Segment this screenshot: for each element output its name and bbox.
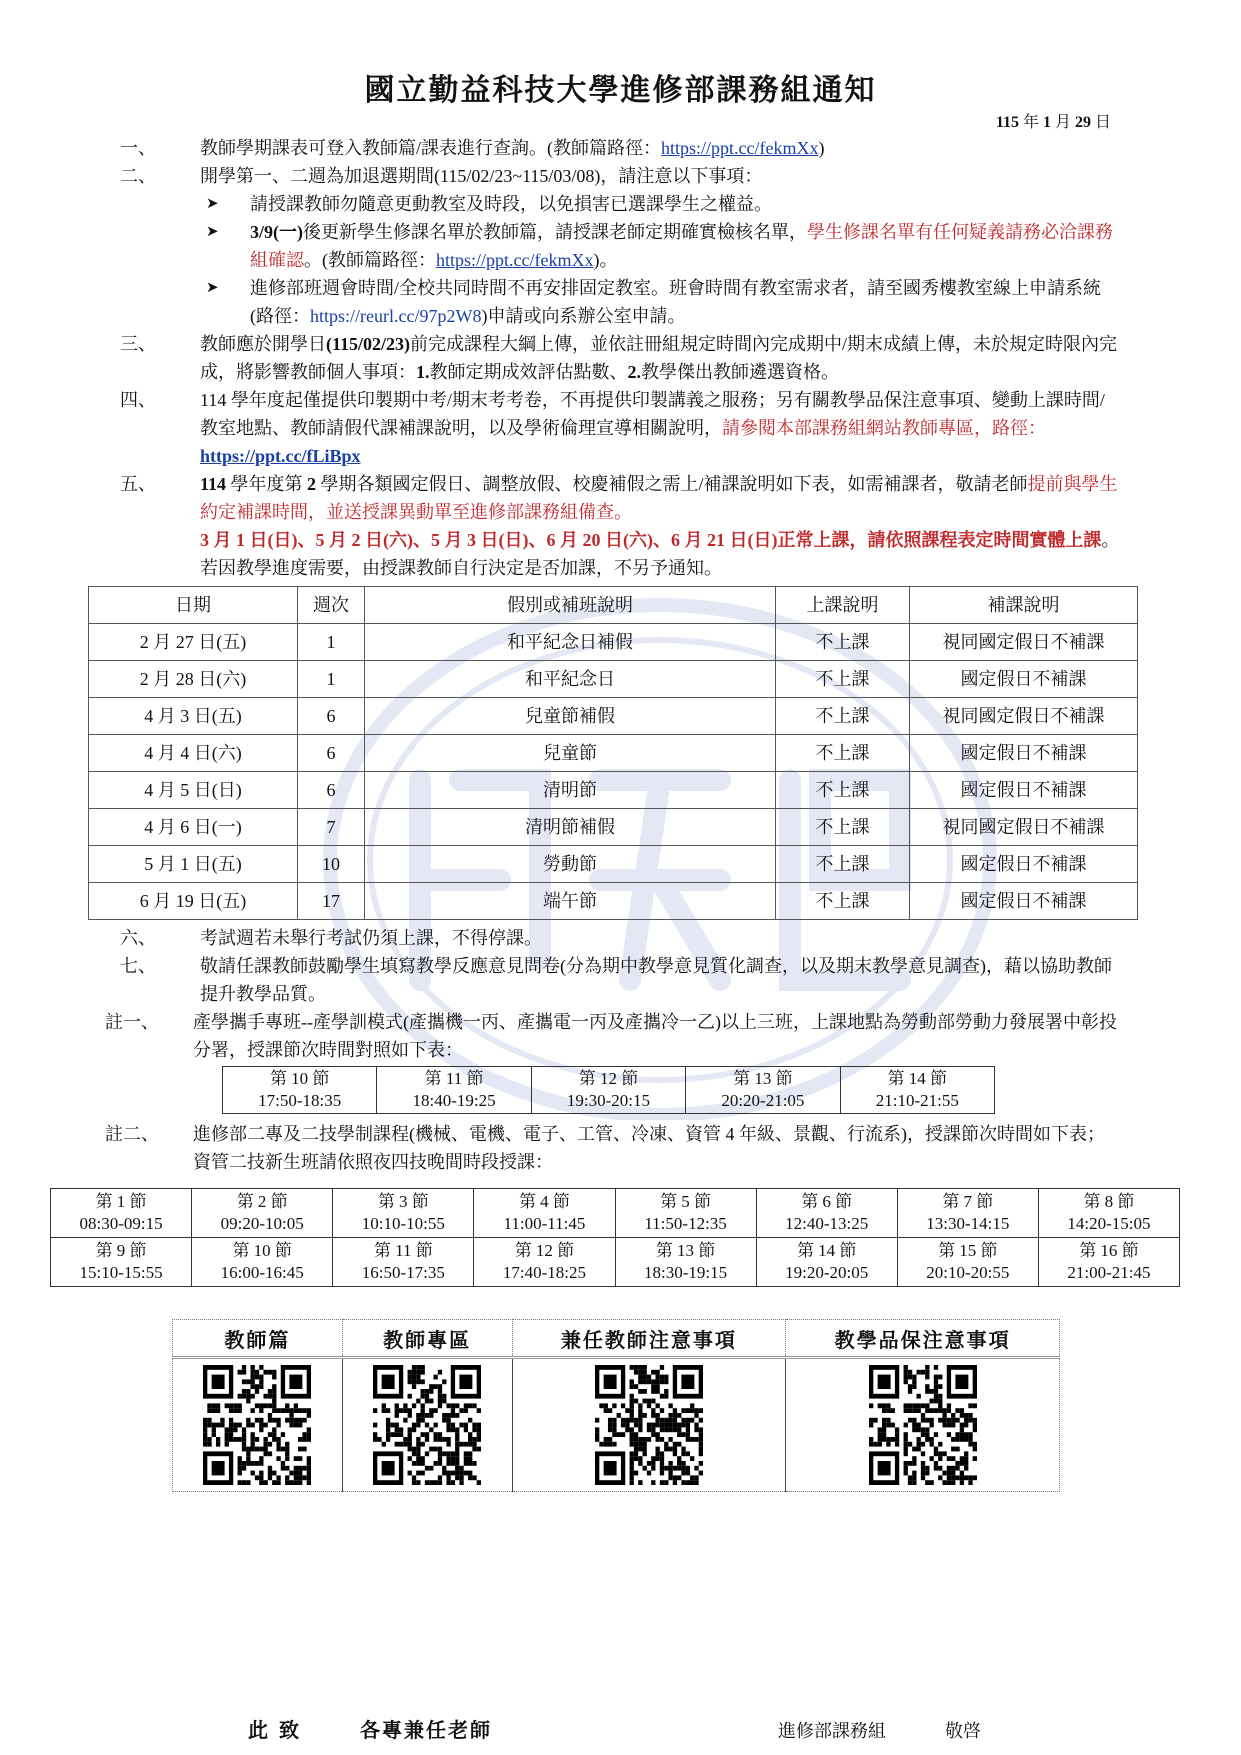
sub-item [200,190,1120,218]
period-time: 08:30-09:15 [79,1214,163,1233]
teacher-zone-link[interactable]: https://ppt.cc/fLiBpx [200,446,361,466]
table-row [173,1358,1060,1492]
period-cell [51,1189,192,1238]
item-6 [120,924,1120,952]
item-number: 三、 [120,334,156,354]
period-cell [192,1189,333,1238]
table-header-row [173,1320,1060,1358]
item-point-1: 教師定期成效評估點數、 [429,362,628,382]
period-label: 第 10 節 [269,1069,330,1088]
item-number: 四、 [120,390,156,410]
column-header: 上課說明 [776,587,910,624]
item-3 [120,330,1120,386]
period-label: 第 11 節 [424,1069,484,1088]
item-number: 一、 [120,138,156,158]
period-label: 第 7 節 [942,1192,994,1211]
item-number: 五、 [120,474,156,494]
table-cell: 2 月 27 日(五) [89,624,298,661]
period-time: 11:00-11:45 [503,1214,586,1233]
footer [0,1718,1241,1748]
qr-column-header: 教學品保注意事項 [786,1320,1060,1358]
item-text: 考試週若未舉行考試仍須上課，不得停課。 [200,928,542,948]
table-cell: 清明節 [365,772,776,809]
table-cell: 視同國定假日不補課 [910,624,1138,661]
item-text: 學年度第 [226,474,308,494]
period-cell [333,1238,474,1287]
table-cell: 不上課 [776,624,910,661]
table-row [51,1238,1180,1287]
period-cell [840,1067,994,1114]
period-time: 11:50-12:35 [644,1214,727,1233]
qr-column-header: 兼任教師注意事項 [512,1320,786,1358]
item-text-tail: 。若因教學進度需要，由授課教師自行決定是否加課，不另予通知。 [200,530,1120,578]
classroom-booking-link[interactable]: https://reurl.cc/97p2W8 [310,306,482,326]
item-warning: 請參閱本部課務組網站教師專區，路徑： [722,418,1046,438]
period-label: 第 15 節 [938,1241,998,1260]
table-cell: 端午節 [365,883,776,920]
table-cell: 2 月 28 日(六) [89,661,298,698]
closing: 敬啓 [945,1721,981,1741]
period-time: 21:10-21:55 [875,1091,959,1110]
table-cell: 和平紀念日補假 [365,624,776,661]
item-text: 教師應於開學日 [200,334,326,354]
date-year: 115 [995,114,1019,131]
period-time: 20:10-20:55 [926,1263,1010,1282]
table-row [89,661,1138,698]
period-cell [756,1238,897,1287]
period-time: 17:50-18:35 [258,1091,342,1110]
period-time: 16:50-17:35 [361,1263,445,1282]
table-cell: 17 [298,883,365,920]
holiday-table [88,586,1138,920]
note-number: 註一、 [105,1012,159,1032]
period-cell [333,1189,474,1238]
period-cell [223,1067,377,1114]
sub-item-tail: )。 [593,250,618,270]
sub-item [200,274,1120,330]
period-cell [1038,1189,1179,1238]
table-cell: 4 月 6 日(一) [89,809,298,846]
sub-item-tail: )申請或向系辦公室申請。 [481,306,686,326]
table-row [89,698,1138,735]
period-label: 第 11 節 [373,1241,433,1260]
period-cell [192,1238,333,1287]
period-label: 第 3 節 [377,1192,429,1211]
period-label: 第 14 節 [796,1241,857,1260]
period-time: 12:40-13:25 [785,1214,869,1233]
period-label: 第 13 節 [733,1069,793,1088]
period-label: 第 8 節 [1083,1192,1135,1211]
period-table-evening [50,1188,1180,1287]
arrowhead-bullet-icon: ➤ [206,224,219,240]
qr-cell [173,1358,343,1492]
table-cell: 國定假日不補課 [910,735,1138,772]
period-time: 18:30-19:15 [644,1263,728,1282]
table-cell: 兒童節 [365,735,776,772]
qr-cell [786,1358,1060,1492]
table-cell: 1 [298,624,365,661]
qr-cell [512,1358,786,1492]
teacher-portal-link[interactable]: https://ppt.cc/fekmXx [661,138,819,158]
period-time: 19:30-20:15 [566,1091,651,1110]
table-cell: 不上課 [776,735,910,772]
table-cell: 6 [298,735,365,772]
period-label: 第 13 節 [655,1241,716,1260]
table-cell: 兒童節補假 [365,698,776,735]
sub-item-text-2: 。(教師篇路徑： [304,250,436,270]
date-day: 29 [1074,114,1091,131]
sub-item-text: 後更新學生修課名單於教師篇，請授課老師定期確實檢核名單， [303,222,807,242]
column-header: 日期 [89,587,298,624]
period-cell [615,1189,756,1238]
qr-code-icon[interactable] [869,1365,977,1485]
item-2 [120,162,1120,330]
table-row [89,846,1138,883]
period-time: 20:20-21:05 [721,1091,805,1110]
table-header-row [89,587,1138,624]
period-time: 21:00-21:45 [1067,1263,1151,1282]
period-label: 第 2 節 [236,1192,288,1211]
qr-code-icon[interactable] [373,1365,481,1485]
period-cell [531,1067,685,1114]
period-label: 第 4 節 [518,1192,570,1211]
period-time: 09:20-10:05 [220,1214,304,1233]
date-year-unit: 年 [1022,114,1039,131]
column-header: 補課說明 [910,587,1138,624]
sub-item-text: 請授課教師勿隨意更動教室及時段，以免損害已選課學生之權益。 [250,194,772,214]
table-cell: 國定假日不補課 [910,772,1138,809]
item-4 [120,386,1120,470]
item-text: 114 學年度起僅提供印製期中考/期末考考卷，不再提供印製講義之服務；另有關教學品保注意事項、變動上課時間/教室地點、教師請假代課補課說明，以及學術倫理宣導相關說明， [200,390,1105,438]
period-time: 19:20-20:05 [785,1263,869,1282]
period-time: 15:10-15:55 [79,1263,163,1282]
arrowhead-bullet-icon: ➤ [206,196,219,212]
qr-code-icon[interactable] [595,1365,703,1485]
item-1 [120,134,1120,162]
qr-code-icon[interactable] [203,1365,311,1485]
date-month: 1 [1042,114,1051,131]
table-cell: 不上課 [776,809,910,846]
period-cell [686,1067,840,1114]
period-label: 第 12 節 [514,1241,575,1260]
item-year: 114 [200,474,227,494]
page-title: 國立勤益科技大學進修部課務組通知 [364,74,877,107]
period-label: 第 10 節 [232,1241,292,1260]
table-row [89,735,1138,772]
item-point-1-number: 1. [416,362,430,382]
item-text-2: 學期各類國定假日、調整放假、校慶補假之需上/補課說明如下表，如需補課者，敬請老師 [316,474,1028,494]
table-cell: 不上課 [776,698,910,735]
sub-item-date: 3/9(一) [250,222,303,242]
salutation: 此 致 [248,1720,302,1742]
table-cell: 國定假日不補課 [910,846,1138,883]
table-cell: 國定假日不補課 [910,661,1138,698]
table-row [89,883,1138,920]
note-1 [105,1008,1120,1064]
table-cell: 4 月 4 日(六) [89,735,298,772]
table-cell: 不上課 [776,772,910,809]
item-semester: 2 [307,474,317,494]
recipient: 各專兼任老師 [360,1720,492,1742]
period-table-industry [222,1066,995,1114]
table-cell: 不上課 [776,883,910,920]
item-point-2: 教學傑出教師遴選資格。 [641,362,839,382]
table-cell: 7 [298,809,365,846]
item-point-2-number: 2. [627,362,641,382]
table-cell: 不上課 [776,661,910,698]
teacher-portal-link[interactable]: https://ppt.cc/fekmXx [436,250,594,270]
period-cell [51,1238,192,1287]
item-text: 教師學期課表可登入教師篇/課表進行查詢。(教師篇路徑： [200,138,661,158]
table-cell: 和平紀念日 [365,661,776,698]
date-month-unit: 月 [1054,114,1071,131]
qr-cell [342,1358,512,1492]
period-time: 13:30-14:15 [926,1214,1010,1233]
item-number: 七、 [120,956,156,976]
sub-item-warning: 學生修課名單有任何疑義請務必洽課務組確認 [250,222,1113,270]
sub-item [200,218,1120,274]
period-cell [474,1238,615,1287]
period-cell [474,1189,615,1238]
period-cell [377,1067,531,1114]
column-header: 週次 [298,587,365,624]
period-time: 18:40-19:25 [412,1091,496,1110]
table-cell: 6 [298,698,365,735]
date-day-unit: 日 [1094,114,1111,131]
period-label: 第 6 節 [801,1192,853,1211]
arrowhead-bullet-icon: ➤ [206,280,219,296]
table-cell: 6 [298,772,365,809]
table-row [89,624,1138,661]
period-label: 第 5 節 [660,1192,712,1211]
sender: 進修部課務組 [778,1721,886,1741]
sub-item-text: 進修部班週會時間/全校共同時間不再安排固定教室。班會時間有教室需求者，請至國秀樓教室線上申請系統(路徑： [250,278,1101,326]
table-row [89,772,1138,809]
period-time: 16:00-16:45 [220,1263,304,1282]
item-7 [120,952,1120,1008]
table-cell: 6 月 19 日(五) [89,883,298,920]
table-cell: 1 [298,661,365,698]
column-header: 假別或補班說明 [365,587,776,624]
note-2 [105,1120,1120,1176]
note-text: 進修部二專及二技學制課程(機械、電機、電子、工管、冷凍、資管 4 年級、景觀、行流系)，授課節次時間如下表；資管二技新生班請依照夜四技晚間時段授課： [193,1124,1105,1172]
table-row [223,1067,995,1114]
item-text-2: 前完成課程大綱上傳，並依註冊組規定時間內完成期中/期末成績上傳，未於規定時限內完成，將影響教師個人事項： [200,334,1117,382]
table-row [89,809,1138,846]
table-cell: 10 [298,846,365,883]
period-time: 10:10-10:55 [361,1214,445,1233]
table-cell: 5 月 1 日(五) [89,846,298,883]
item-number: 六、 [120,928,156,948]
item-text: 敬請任課教師鼓勵學生填寫教學反應意見問卷(分為期中教學意見質化調查，以及期末教學意見調查)，藉以協助教師提升教學品質。 [200,956,1112,1004]
period-cell [897,1238,1038,1287]
note-text: 產學攜手專班--產學訓模式(產攜機一丙、產攜電一丙及產攜冷一乙)以上三班，上課地點為勞動部勞動力發展署中彰投分署，授課節次時間對照如下表： [193,1012,1117,1060]
qr-column-header: 教師篇 [173,1320,343,1358]
item-warning-dates: 3 月 1 日(日)、5 月 2 日(六)、5 月 3 日(日)、6 月 20 日(六)、6 月 21 日(日)正常上課，請依照課程表定時間實體上課 [200,530,1102,550]
period-cell [615,1238,756,1287]
period-label: 第 14 節 [887,1069,948,1088]
item-number: 二、 [120,166,156,186]
item-warning: 提前與學生約定補課時間，並送授課異動單至進修部課務組備查。 [200,474,1118,522]
period-cell [756,1189,897,1238]
table-cell: 4 月 5 日(日) [89,772,298,809]
item-text-tail: ) [818,138,825,158]
table-row [51,1189,1180,1238]
table-cell: 4 月 3 日(五) [89,698,298,735]
period-label: 第 12 節 [578,1069,639,1088]
period-label: 第 1 節 [95,1192,147,1211]
item-date: (115/02/23) [326,334,410,354]
table-cell: 國定假日不補課 [910,883,1138,920]
table-cell: 視同國定假日不補課 [910,809,1138,846]
table-cell: 不上課 [776,846,910,883]
item-5 [120,470,1120,582]
table-cell: 清明節補假 [365,809,776,846]
period-label: 第 16 節 [1079,1241,1139,1260]
period-time: 17:40-18:25 [502,1263,586,1282]
period-cell [1038,1238,1179,1287]
period-time: 14:20-15:05 [1067,1214,1151,1233]
period-cell [897,1189,1038,1238]
table-cell: 勞動節 [365,846,776,883]
note-number: 註二、 [105,1124,159,1144]
qr-code-table [172,1319,1060,1492]
item-text: 開學第一、二週為加退選期間(115/02/23~115/03/08)，請注意以下事項： [200,166,763,186]
table-cell: 視同國定假日不補課 [910,698,1138,735]
notice-date [0,112,1241,134]
qr-column-header: 教師專區 [342,1320,512,1358]
period-label: 第 9 節 [95,1241,147,1260]
